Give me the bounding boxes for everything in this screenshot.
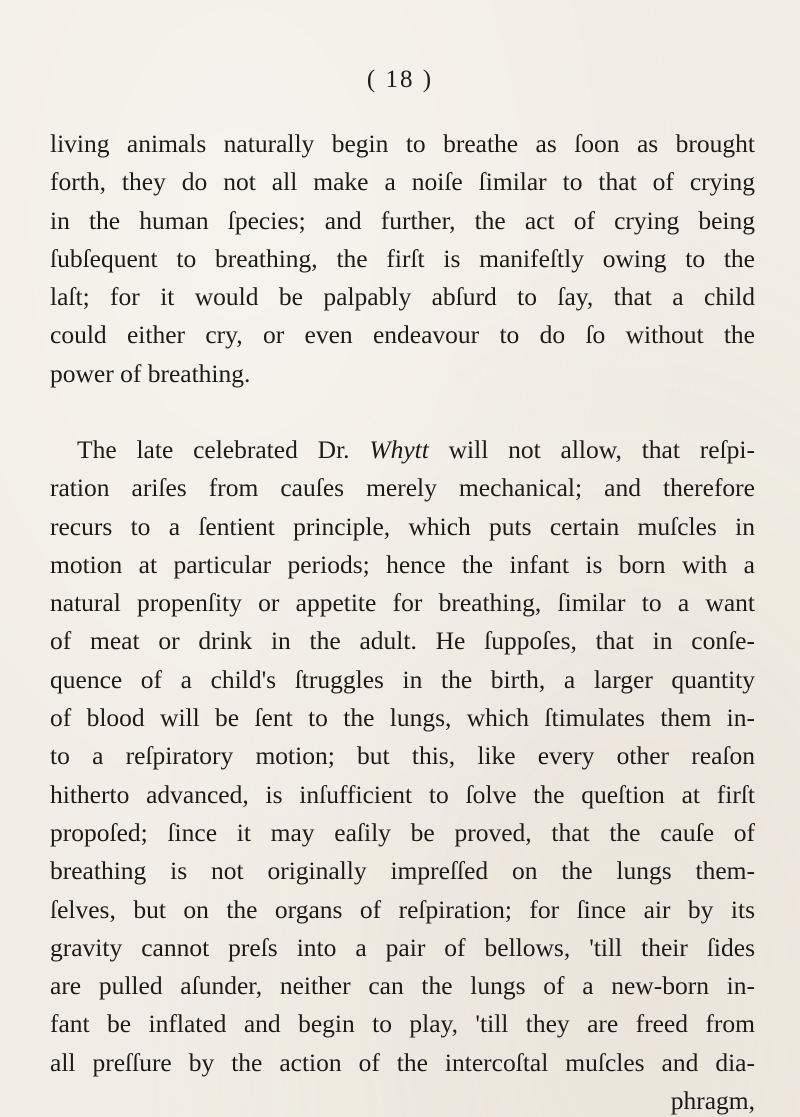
text-line: of blood will be ſent to the lungs, which ſtimulates them in- xyxy=(50,703,755,733)
text-line: of meat or drink in the adult. He ſuppoſes, that in conſe- xyxy=(50,626,755,656)
text-line: propoſed; ſince it may eaſily be proved, that the cauſe of xyxy=(50,817,755,847)
text-line: gravity cannot preſs into a pair of bellows, 'till their ſides xyxy=(50,932,755,962)
text-line: The late celebrated Dr. Whytt will not allow, that reſpi- xyxy=(77,435,755,464)
text-line: quence of a child's ſtruggles in the birth, a larger quantity xyxy=(50,664,755,694)
text-line: could either cry, or even endeavour to do ſo without the xyxy=(50,320,755,350)
text-line: natural propenſity or appetite for breathing, ſimilar to a want xyxy=(50,588,755,618)
text-line: in the human ſpecies; and further, the act of crying being xyxy=(50,205,755,235)
page-number: ( 18 ) xyxy=(366,66,434,93)
text-line: phragm, xyxy=(670,1086,755,1116)
text-line: to a reſpiratory motion; but this, like every other reaſon xyxy=(50,741,755,771)
text-line: motion at particular periods; hence the infant is born with a xyxy=(50,549,755,579)
text-line: power of breathing. xyxy=(50,358,251,388)
text-line: all preſſure by the action of the intercoſtal muſcles and dia- xyxy=(50,1047,755,1077)
text-line: fant be inflated and begin to play, 'till they are freed from xyxy=(50,1009,755,1039)
text-line: laſt; for it would be palpably abſurd to ſay, that a child xyxy=(50,282,755,312)
text-line: ration ariſes from cauſes merely mechanical; and therefore xyxy=(50,473,755,503)
text-line: hitherto advanced, is inſufficient to ſolve the queſtion at firſt xyxy=(50,779,755,809)
text-line: forth, they do not all make a noiſe ſimilar to that of crying xyxy=(50,167,755,197)
text-line: living animals naturally begin to breathe as ſoon as brought xyxy=(50,129,755,158)
text-line: ſelves, but on the organs of reſpiration; for ſince air by its xyxy=(50,894,755,924)
paragraph-2 xyxy=(50,431,755,1117)
text-line: breathing is not originally impreſſed on the lungs them- xyxy=(50,856,755,886)
text-line: recurs to a ſentient principle, which puts certain muſcles in xyxy=(50,511,755,541)
text-line: ſubſequent to breathing, the firſt is manifeſtly owing to the xyxy=(50,243,755,273)
text-line: are pulled aſunder, neither can the lungs of a new-born in- xyxy=(50,971,755,1001)
paragraph-1 xyxy=(50,125,755,393)
